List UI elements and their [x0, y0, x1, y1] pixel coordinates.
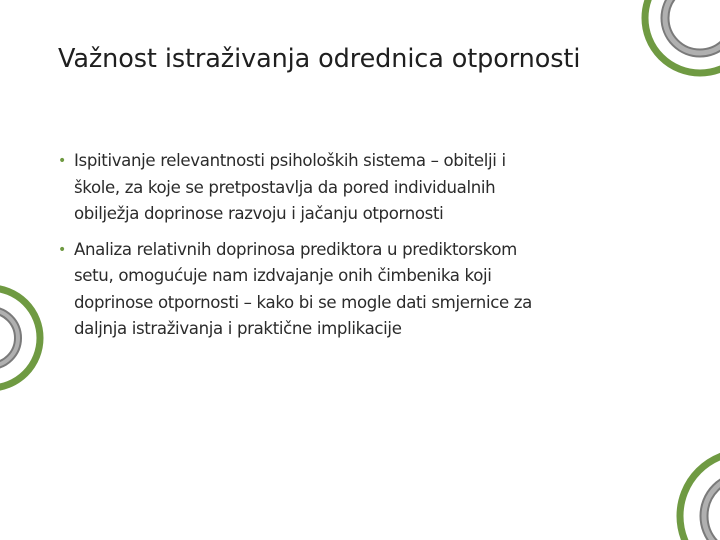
bullet-item [58, 237, 658, 343]
bullet-list [58, 148, 658, 352]
top-right-ring-ornament-icon [645, 0, 720, 73]
bullet-item [58, 148, 658, 228]
bullet-marker: • [58, 241, 67, 258]
bullet-text: Ispitivanje relevantnosti psiholoških sistema – obitelji i škole, za koje se pretpostavlja da pored individualnih obilježja doprinose razvoju i jačanju otpornosti [74, 151, 506, 223]
bullet-text: Analiza relativnih doprinosa prediktora u prediktorskom setu, omogućuje nam izdvajanje onih čimbenika koji doprinose otpornosti – kako bi se mogle dati smjernice za daljnja istraživanja i praktične implikacije [74, 239, 532, 338]
left-ring-ornament-icon [0, 288, 40, 388]
bullet-marker: • [58, 153, 67, 169]
bottom-right-ring-ornament-icon [680, 452, 720, 540]
slide-title: Važnost istraživanja odrednica otpornosti [58, 44, 581, 74]
